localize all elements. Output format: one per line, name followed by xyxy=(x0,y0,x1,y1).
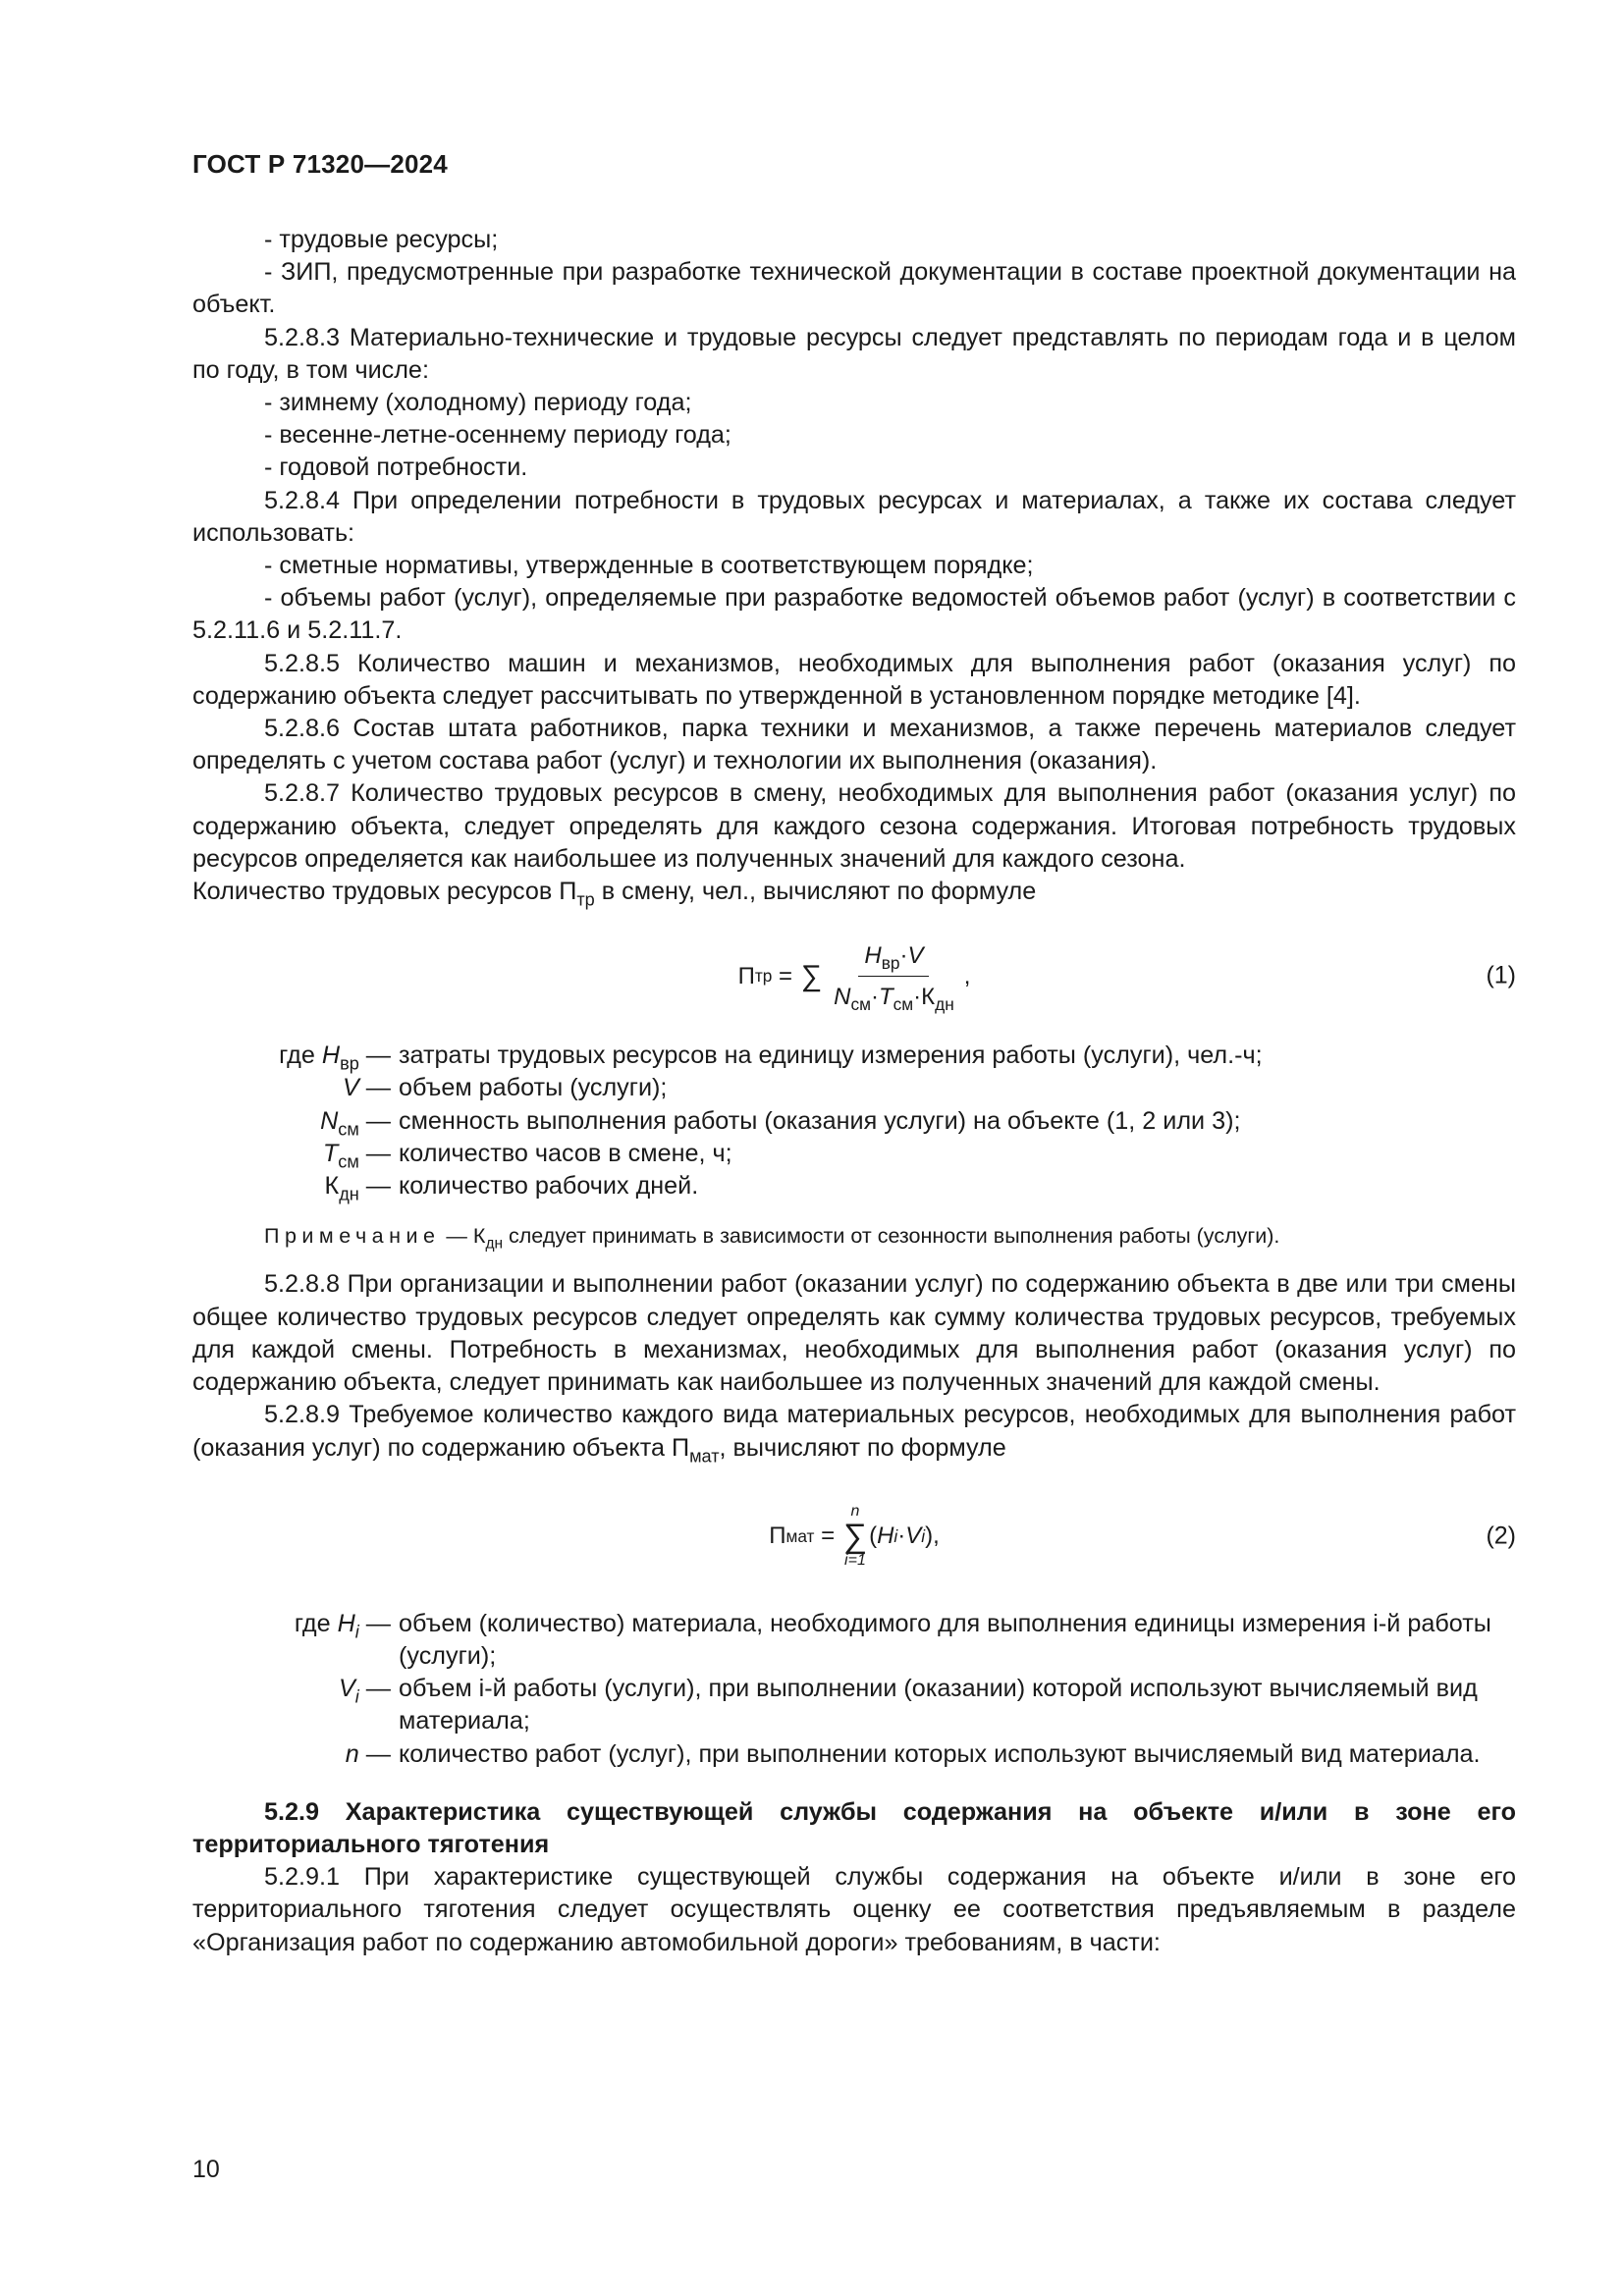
formula-1-number: (1) xyxy=(1486,961,1516,989)
definition-row: $N_{см}$ — сменность выполнения работы (оказания услуги) на объекте (1, 2 или 3); xyxy=(320,1106,1241,1140)
clause-5-2-8-7: 5.2.8.7 Количество трудовых ресурсов в смену, необходимых для выполнения работ (оказания услуг) по содержанию объекта, следует определять для каждого сезона содержания. Итоговая потребность трудовых ресурсов определяется как наибольшее из полученных значений для каждого сезона. xyxy=(192,779,1516,873)
document-code: ГОСТ Р 71320—2024 xyxy=(192,149,448,179)
clause-5-2-8-3: 5.2.8.3 Материально-технические и трудовые ресурсы следует представлять по периодам года и в целом по году, в том числе: xyxy=(192,323,1516,384)
definition-row: $К_{дн}$ — количество рабочих дней. xyxy=(324,1172,699,1204)
clause-5-2-8-4: 5.2.8.4 При определении потребности в трудовых ресурсах и материалах, а также их состава следует использовать: xyxy=(192,486,1516,547)
clause-5-2-9-1: 5.2.9.1 При характеристике существующей службы содержания на объекте и/или в зоне его территориального тяготения следует осуществлять оценку ее соответствия предъявляемым в разделе «Организация работ по содержанию автомобильной дороги» требованиям, в части: xyxy=(192,1863,1516,1956)
section-heading-5-2-9: 5.2.9 Характеристика существующей службы содержания на объекте и/или в зоне его территориального тяготения xyxy=(192,1797,1516,1858)
definition-row: V — объем работы (услуги); xyxy=(343,1074,668,1102)
list-item: - годовой потребности. xyxy=(264,454,528,482)
definition-row: n — количество работ (услуг), при выполнении которых используют вычисляемый вид материала. xyxy=(345,1739,1481,1768)
list-item: - объемы работ (услуг), определяемые при разработке ведомостей объемов работ (услуг) в соответствии с 5.2.11.6 и 5.2.11.7. xyxy=(192,584,1516,645)
note-label: Примечание xyxy=(264,1224,441,1249)
clause-5-2-8-7-formula-intro: Количество трудовых ресурсов $П_{тр}$ в смену, чел., вычисляют по формуле xyxy=(192,878,1037,910)
definition-row: где $H_{вр}$ — затраты трудовых ресурсов на единицу измерения работы (услуги), чел.-ч; xyxy=(279,1041,1263,1074)
formula-2 xyxy=(192,1478,1516,1594)
formula-1-definitions xyxy=(192,1040,1516,1202)
list-item: - зимнему (холодному) периоду года; xyxy=(264,389,692,417)
clause-5-2-8-6: 5.2.8.6 Состав штата работников, парка техники и механизмов, а также перечень материалов следует определять с учетом состава работ (услуг) и технологии их выполнения (оказания). xyxy=(192,715,1516,775)
sum-symbol: ∑ xyxy=(800,959,823,992)
definition-row: $V_i$ — объем i-й работы (услуги), при выполнении (оказании) которой используют вычисляемый вид материала; xyxy=(338,1675,1478,1735)
document-body xyxy=(192,224,1516,1959)
clause-5-2-8-8: 5.2.8.8 При организации и выполнении работ (оказании услуг) по содержанию объекта в две или три смены общее количество трудовых ресурсов следует определять как сумму количества трудовых ресурсов, требуемых для каждой смены. Потребность в механизмах, необходимых для выполнения работ (оказания услуг) по содержанию объекта, следует принимать как наибольшее из полученных значений для каждой смены. xyxy=(192,1270,1516,1397)
formula-2-expression: П мат = n ∑ i=1 ( H i · V i ), xyxy=(769,1502,940,1569)
formula-1-expression: П тр = ∑ $\frac{H_{вр}\cdot V}{N_{см}\cdot T_{см}\cdot К_{дн}}$ , xyxy=(192,922,1516,1030)
fraction-numerator: $H_{вр}\cdot V$ xyxy=(858,939,929,977)
clause-5-2-8-9: 5.2.8.9 Требуемое количество каждого вида материальных ресурсов, необходимых для выполнения работ (оказания услуг) по содержанию объекта $П_{мат}$, вычисляют по формуле xyxy=(192,1401,1516,1466)
list-item: - трудовые ресурсы; xyxy=(264,226,499,253)
clause-5-2-8-5: 5.2.8.5 Количество машин и механизмов, необходимых для выполнения работ (оказания услуг) по содержанию объекта следует рассчитывать по утвержденной в установленном порядке методике [4]. xyxy=(192,649,1516,710)
page-number: 10 xyxy=(192,2156,220,2183)
sum-symbol: n ∑ i=1 xyxy=(842,1502,868,1569)
formula-1-fraction xyxy=(828,939,960,1013)
list-item: - ЗИП, предусмотренные при разработке технической документации в составе проектной документации на объект. xyxy=(192,258,1516,319)
formula-2-number: (2) xyxy=(1486,1522,1516,1550)
formula-2-definitions xyxy=(192,1608,1516,1771)
list-item: - сметные нормативы, утвержденные в соответствующем порядке; xyxy=(264,552,1034,580)
fraction-denominator: $N_{см}\cdot T_{см}\cdot К_{дн}$ xyxy=(834,983,954,1014)
document-page xyxy=(192,0,1516,2296)
formula-1 xyxy=(192,922,1516,1030)
definition-row: $T_{см}$ — количество часов в смене, ч; xyxy=(322,1139,732,1172)
definition-row: где $H_i$ — объем (количество) материала, необходимого для выполнения единицы измерения i-й работы (услуги); xyxy=(294,1609,1491,1670)
list-item: - весенне-летне-осеннему периоду года; xyxy=(264,421,731,450)
note: Примечание — $К_{дн}$ следует принимать в зависимости от сезонности выполнения работы (услуги). xyxy=(264,1224,1280,1253)
